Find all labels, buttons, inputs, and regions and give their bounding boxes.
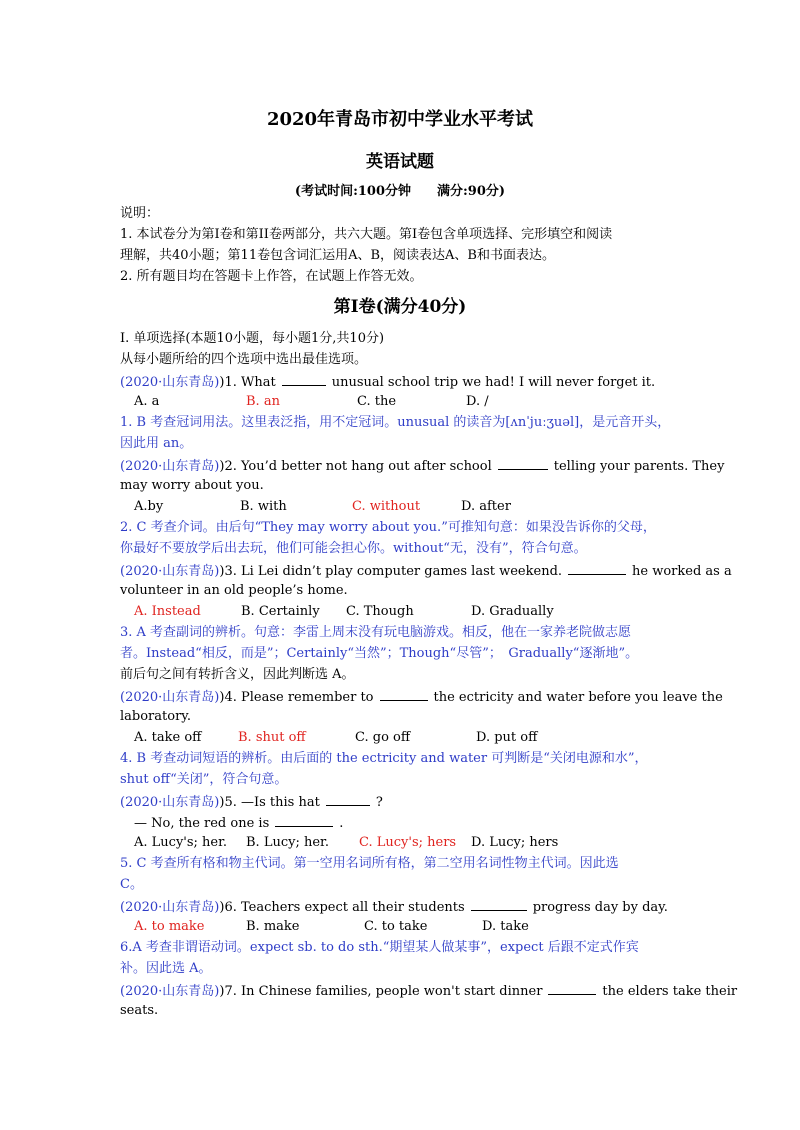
answer-blank: [471, 897, 527, 911]
explanation: 1. B 考查冠词用法。这里表泛指，用不定冠词。unusual 的读音为[ʌnˈjuːʒuəl]，是元音开头，: [120, 415, 671, 430]
question-source: (2020·山东青岛): [120, 690, 220, 705]
question-4: (2020·山东青岛))4. Please remember to the ectricity and water before you leave the: [120, 687, 723, 707]
question-source: (2020·山东青岛): [120, 984, 220, 999]
explanation: 3. A 考查副词的辨析。句意：李雷上周末没有玩电脑游戏。相反，他在一家养老院做志愿: [120, 625, 632, 640]
instructions-line: 理解，共40小题；第11卷包含词汇运用A、B，阅读表达A、B和书面表达。: [120, 248, 555, 263]
instructions-line: 1. 本试卷分为第I卷和第II卷两部分，共六大题。第I卷包含单项选择、完形填空和阅读: [120, 227, 613, 242]
option-b: B. Certainly: [241, 604, 320, 619]
question-5-cont: — No, the red one is .: [134, 813, 343, 833]
question-source: (2020·山东青岛): [120, 900, 220, 915]
question-3: (2020·山东青岛))3. Li Lei didn’t play computer games last weekend. he worked as a: [120, 561, 732, 581]
question-1: (2020·山东青岛))1. What unusual school trip we had! I will never forget it.: [120, 372, 655, 392]
answer-blank: [548, 981, 596, 995]
question-source: (2020·山东青岛): [120, 564, 220, 579]
option-c: C. the: [357, 394, 397, 409]
explanation: 4. B 考查动词短语的辨析。由后面的 the ectricity and water 可判断是“关闭电源和水”，: [120, 751, 648, 766]
question-7: (2020·山东青岛))7. In Chinese families, people won't start dinner the elders take their: [120, 981, 737, 1001]
option-b: B. with: [240, 499, 287, 514]
option-d: D. put off: [476, 730, 538, 745]
option-b: B. an: [246, 394, 280, 409]
option-d: D. after: [461, 499, 511, 514]
option-c: C. without: [352, 499, 421, 514]
answer-blank: [282, 372, 326, 386]
question-2-cont: may worry about you.: [120, 478, 264, 493]
exam-subtitle: 英语试题: [366, 152, 434, 172]
explanation: 者。Instead“相反，而是”；Certainly“当然”；Though“尽管”； Gradually“逐渐地”。: [120, 646, 639, 661]
option-c: C. Lucy's; hers: [359, 835, 457, 850]
question-source: (2020·山东青岛): [120, 795, 220, 810]
explanation: shut off“关闭”，符合句意。: [120, 772, 288, 787]
question-3-cont: volunteer in an old people’s home.: [120, 583, 348, 598]
answer-blank: [326, 792, 370, 806]
question-6: (2020·山东青岛))6. Teachers expect all their students progress day by day.: [120, 897, 668, 917]
explanation: 6.A 考查非谓语动词。expect sb. to do sth.“期望某人做某事”，expect 后跟不定式作宾: [120, 940, 639, 955]
explanation: C。: [120, 877, 143, 892]
option-d: D. Gradually: [471, 604, 554, 619]
answer-blank: [380, 687, 428, 701]
explanation: 2. C 考查介词。由后句“They may worry about you.”可推知句意：如果没告诉你的父母，: [120, 520, 656, 535]
option-c: C. Though: [346, 604, 414, 619]
option-b: B. shut off: [238, 730, 306, 745]
section-direction: 从每小题所给的四个选项中选出最佳选项。: [120, 352, 368, 367]
option-a: A.by: [134, 499, 164, 514]
explanation: 补。因此选 A。: [120, 961, 212, 976]
option-a: A. a: [134, 394, 160, 409]
section-heading: I. 单项选择(本题10小题，每小题1分,共10分): [120, 331, 385, 346]
option-a: A. Lucy's; her.: [134, 835, 228, 850]
question-source: (2020·山东青岛): [120, 375, 220, 390]
answer-blank: [498, 456, 548, 470]
option-d: D. /: [466, 394, 489, 409]
question-5: (2020·山东青岛))5. —Is this hat ?: [120, 792, 383, 812]
question-7-cont: seats.: [120, 1003, 159, 1018]
question-4-cont: laboratory.: [120, 709, 192, 724]
answer-blank: [275, 813, 333, 827]
question-2: (2020·山东青岛))2. You’d better not hang out after school telling your parents. They: [120, 456, 724, 476]
option-a: A. to make: [134, 919, 205, 934]
instructions-line: 2. 所有题目均在答题卡上作答，在试题上作答无效。: [120, 269, 423, 284]
option-d: D. Lucy; hers: [471, 835, 559, 850]
explanation: 前后句之间有转折含义，因此判断选 A。: [120, 667, 355, 682]
answer-blank: [568, 561, 626, 575]
option-c: C. go off: [355, 730, 411, 745]
option-b: B. Lucy; her.: [246, 835, 329, 850]
exam-info: (考试时间:100分钟 满分:90分): [294, 184, 506, 199]
option-a: A. take off: [134, 730, 202, 745]
explanation: 5. C 考查所有格和物主代词。第一空用名词所有格，第二空用名词性物主代词。因此选: [120, 856, 619, 871]
option-c: C. to take: [364, 919, 428, 934]
option-a: A. Instead: [134, 604, 201, 619]
option-b: B. make: [246, 919, 300, 934]
instructions-heading: 说明：: [120, 206, 160, 221]
exam-title: 2020年青岛市初中学业水平考试: [266, 109, 534, 130]
question-source: (2020·山东青岛): [120, 459, 220, 474]
option-d: D. take: [482, 919, 529, 934]
part1-title: 第I卷(满分40分): [333, 297, 467, 317]
explanation: 因此用 an。: [120, 436, 193, 451]
explanation: 你最好不要放学后出去玩，他们可能会担心你。without“无，没有”，符合句意。: [120, 541, 587, 556]
